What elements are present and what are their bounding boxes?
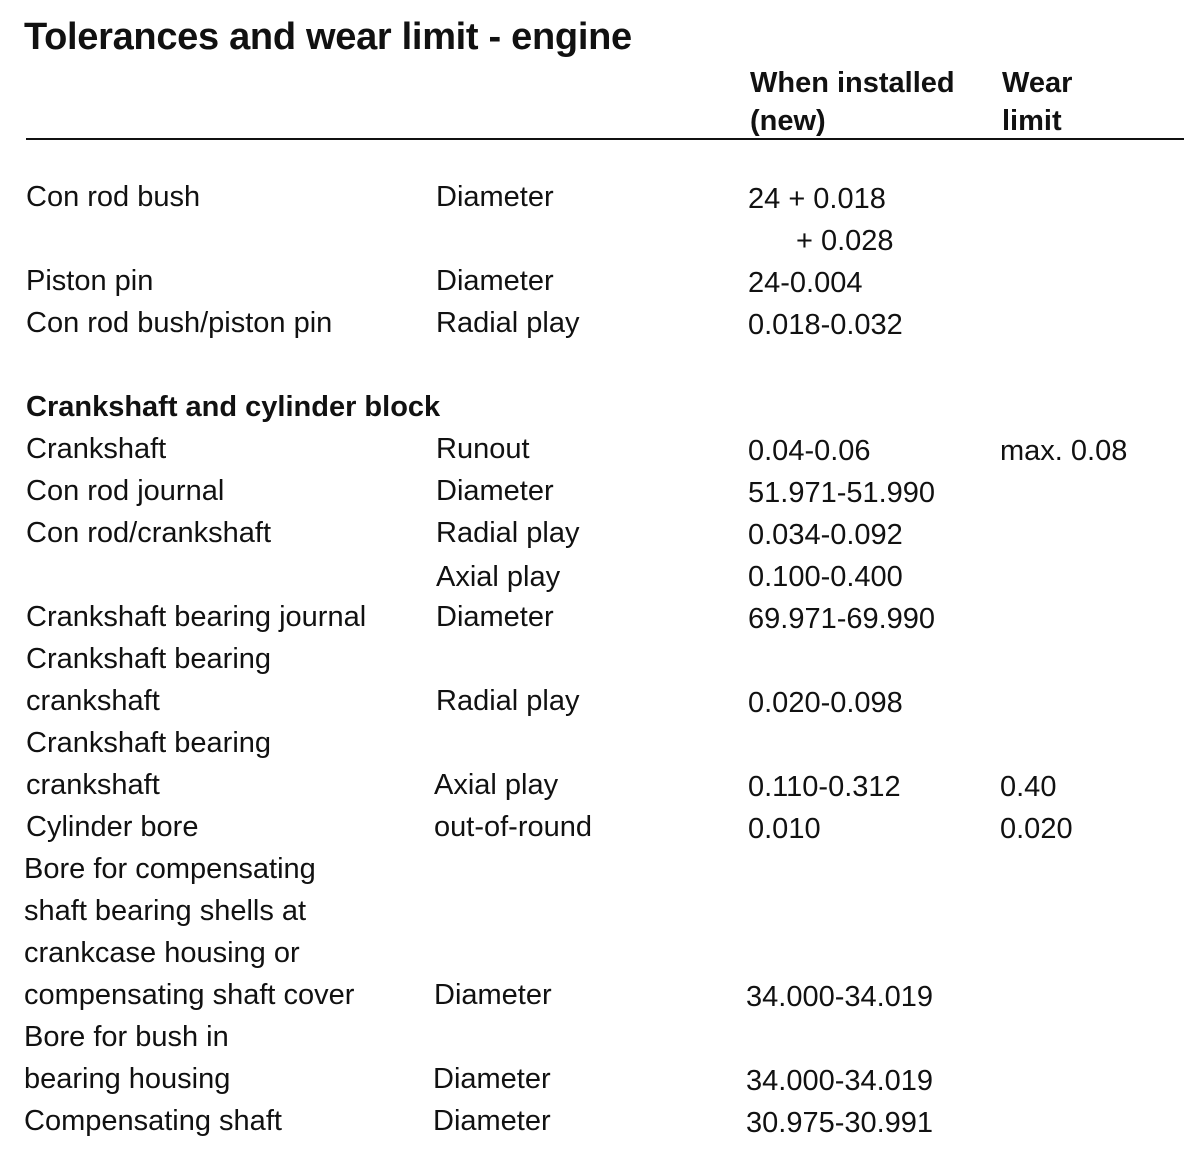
part-name-line2: crankshaft (26, 685, 160, 717)
part-name-line2: shaft bearing shells at (24, 895, 307, 927)
part-name-line1: Crankshaft bearing (26, 643, 272, 675)
installed-value: 0.034-0.092 (748, 519, 903, 551)
measure-type: Diameter (436, 181, 554, 213)
part-name: Con rod journal (26, 475, 225, 507)
part-name: Cylinder bore (26, 811, 199, 843)
installed-value: 0.020-0.098 (748, 687, 903, 719)
header-installed-line2: (new) (750, 105, 826, 137)
measure-type: Diameter (436, 601, 554, 633)
measure-type: Axial play (434, 769, 559, 801)
measure-type: Radial play (436, 307, 580, 339)
measure-type: Diameter (433, 1063, 551, 1095)
part-name-line4: compensating shaft cover (24, 979, 355, 1011)
installed-value: 0.010 (748, 813, 821, 845)
installed-value: 51.971-51.990 (748, 477, 936, 509)
installed-value: 0.110-0.312 (748, 771, 901, 803)
measure-type: out-of-round (434, 811, 592, 843)
part-name-line1: Bore for compensating (24, 853, 316, 885)
measure-type: Diameter (433, 1105, 551, 1137)
part-name: Con rod bush (26, 181, 201, 213)
part-name: Con rod/crankshaft (26, 517, 272, 549)
part-name: Con rod bush/piston pin (26, 307, 333, 339)
part-name-line1: Crankshaft bearing (26, 727, 272, 759)
measure-type: Axial play (436, 561, 561, 593)
measure-type: Diameter (436, 265, 554, 297)
part-name-line3: crankcase housing or (24, 937, 300, 969)
part-name-line1: Bore for bush in (24, 1021, 229, 1053)
measure-type: Runout (436, 433, 530, 465)
wear-value: 0.020 (1000, 813, 1073, 845)
measure-type: Diameter (436, 475, 554, 507)
part-name: Crankshaft (26, 433, 167, 465)
wear-value: max. 0.08 (1000, 435, 1128, 467)
section-heading: Crankshaft and cylinder block (26, 391, 441, 423)
part-name: Crankshaft bearing journal (26, 601, 367, 633)
installed-value: 30.975-30.991 (746, 1107, 934, 1139)
column-header-wear-limit (1002, 64, 1072, 140)
part-name: Piston pin (26, 265, 154, 297)
installed-value: 0.04-0.06 (748, 435, 871, 467)
measure-type: Radial play (436, 685, 580, 717)
header-wear-line2: limit (1002, 105, 1062, 137)
installed-value: 0.018-0.032 (748, 309, 903, 341)
measure-type: Diameter (434, 979, 552, 1011)
measure-type: Radial play (436, 517, 580, 549)
page-title: Tolerances and wear limit - engine (24, 16, 632, 58)
installed-value-secondary: + 0.028 (796, 225, 894, 257)
part-name: Compensating shaft (24, 1105, 282, 1137)
installed-value: 69.971-69.990 (748, 603, 936, 635)
header-wear-line1: Wear (1002, 67, 1073, 99)
header-divider (26, 138, 1184, 140)
installed-value: 24 + 0.018 (748, 183, 886, 215)
header-installed-line1: When installed (750, 67, 955, 99)
column-header-when-installed (750, 64, 955, 140)
installed-value: 34.000-34.019 (746, 1065, 934, 1097)
part-name-line2: bearing housing (24, 1063, 231, 1095)
wear-value: 0.40 (1000, 771, 1057, 803)
installed-value: 34.000-34.019 (746, 981, 934, 1013)
installed-value: 0.100-0.400 (748, 561, 903, 593)
part-name-line2: crankshaft (26, 769, 160, 801)
installed-value: 24-0.004 (748, 267, 863, 299)
